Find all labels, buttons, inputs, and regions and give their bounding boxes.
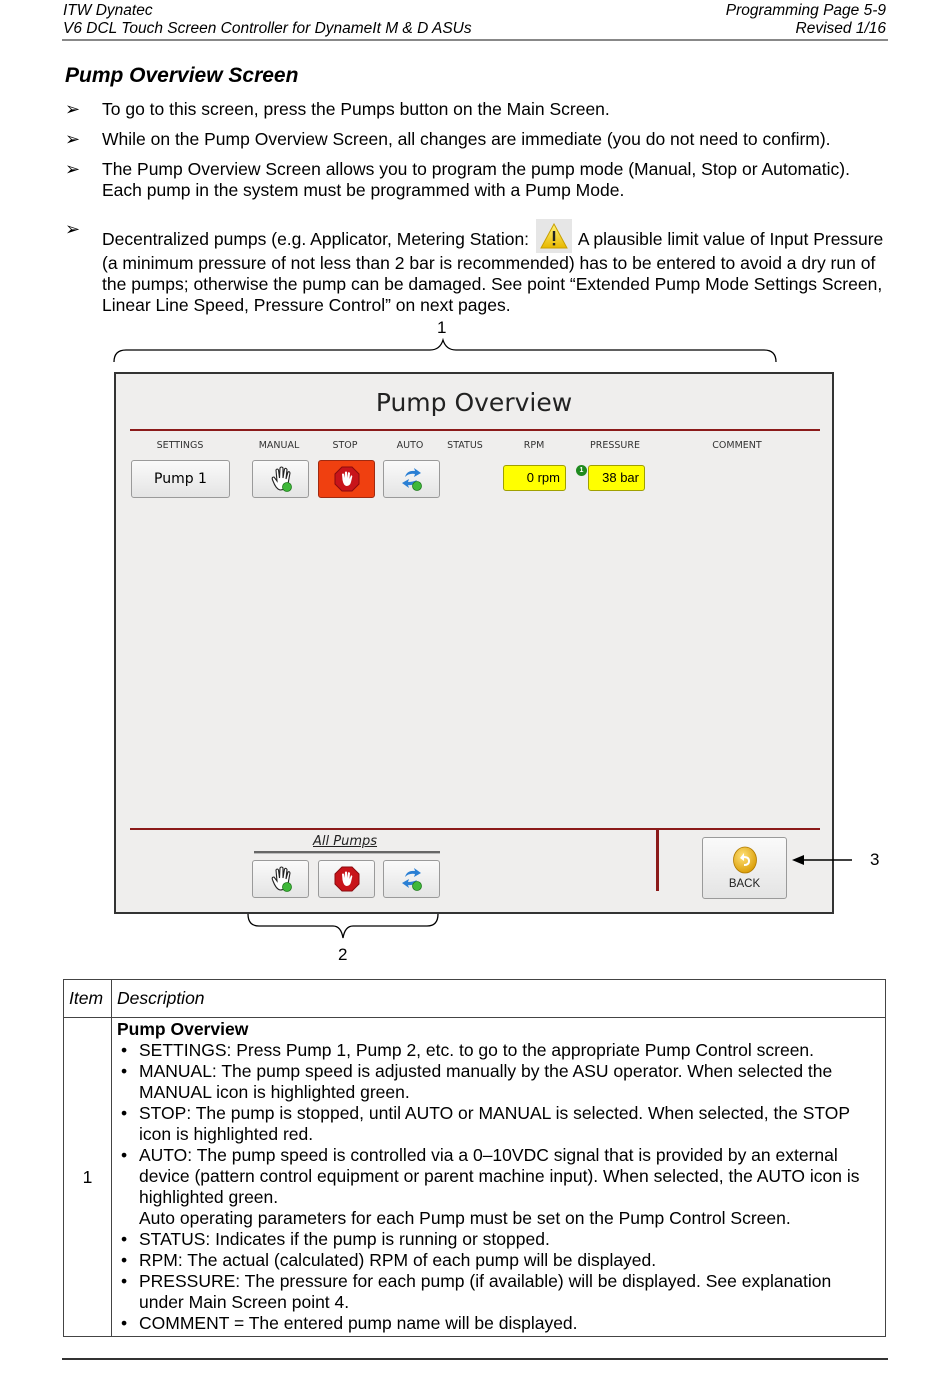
- warning-icon: [536, 219, 572, 253]
- table-cell-description: [112, 1018, 886, 1337]
- callout-2-label: 2: [338, 945, 348, 964]
- arrow-bullet-icon: ➢: [65, 159, 81, 179]
- row-title: Pump Overview: [117, 1019, 249, 1039]
- arrow-bullet-icon: ➢: [65, 129, 81, 149]
- table-row: [64, 1018, 886, 1337]
- list-item: • AUTO: The pump speed is controlled via a 0–10VDC signal that is provided by an external device (pattern control equipment or parent machine input). When selected, the AUTO icon is highlighted green. Auto operating parameters for each Pump must be set on the Pump Control Screen.: [117, 1145, 880, 1229]
- all-pumps-underline: [254, 851, 440, 854]
- callout-3-arrow: [790, 850, 854, 870]
- all-pumps-stop-button[interactable]: [318, 860, 375, 898]
- footer-vertical-divider: [656, 829, 659, 891]
- title-divider: [130, 429, 820, 431]
- list-item: • RPM: The actual (calculated) RPM of each pump will be displayed.: [117, 1250, 880, 1271]
- back-button[interactable]: [702, 837, 787, 899]
- hand-manual-icon: [267, 865, 295, 893]
- list-item: • MANUAL: The pump speed is adjusted manually by the ASU operator. When selected the MANUAL icon is highlighted green.: [117, 1061, 880, 1103]
- description-bullets: [117, 1040, 880, 1334]
- callout-1-label: 1: [437, 318, 447, 337]
- callout-2-brace: [245, 912, 441, 942]
- header-page: Programming Page 5-9: [725, 2, 886, 19]
- column-header-comment: COMMENT: [712, 440, 762, 451]
- arrow-bullet-icon: ➢: [65, 99, 81, 119]
- auto-cycle-icon: [399, 865, 425, 893]
- callout-1-brace: [112, 338, 780, 364]
- footer-divider: [130, 828, 820, 830]
- bullet-item: ➢ While on the Pump Overview Screen, all changes are immediate (you do not need to confirm).: [65, 129, 831, 149]
- all-pumps-label: All Pumps: [313, 834, 378, 849]
- callout-3-label: 3: [870, 850, 880, 869]
- list-item: • SETTINGS: Press Pump 1, Pump 2, etc. to go to the appropriate Pump Control screen.: [117, 1040, 880, 1061]
- table-header-description: Description: [112, 980, 886, 1018]
- column-header-auto: AUTO: [396, 440, 424, 451]
- table-header-item: Item: [64, 980, 112, 1018]
- footer-divider: [62, 1358, 888, 1360]
- bullet-item: ➢ To go to this screen, press the Pumps button on the Main Screen.: [65, 99, 610, 119]
- description-table: [63, 979, 886, 1337]
- list-item: • STATUS: Indicates if the pump is running or stopped.: [117, 1229, 880, 1250]
- column-header-settings: SETTINGS: [156, 440, 204, 451]
- pump-1-pressure-display: 38 bar: [588, 465, 645, 491]
- screen-title: Pump Overview: [375, 388, 573, 417]
- stop-hand-icon: [334, 466, 360, 492]
- header-revision: Revised 1/16: [795, 20, 886, 37]
- column-header-pressure: PRESSURE: [590, 440, 640, 451]
- table-cell-item: 1: [64, 1018, 112, 1337]
- pump-1-rpm-display: 0 rpm: [503, 465, 566, 491]
- pump-1-auto-button[interactable]: [383, 460, 440, 498]
- table-header-row: [64, 980, 886, 1018]
- list-item: • STOP: The pump is stopped, until AUTO or MANUAL is selected. When selected, the STOP icon is highlighted red.: [117, 1103, 880, 1145]
- column-header-rpm: RPM: [523, 440, 545, 451]
- back-arrow-icon: [731, 846, 759, 874]
- auto-cycle-icon: [399, 465, 425, 493]
- bullet-item: ➢ The Pump Overview Screen allows you to program the pump mode (Manual, Stop or Automatic). Each pump in the system must be programmed with a Pump Mode.: [65, 159, 850, 200]
- pump-1-manual-button[interactable]: [252, 460, 309, 498]
- arrow-bullet-icon: ➢: [65, 219, 81, 239]
- header-company: ITW Dynatec: [63, 2, 153, 19]
- list-item: • COMMENT = The entered pump name will be displayed.: [117, 1313, 880, 1334]
- auto-note: Auto operating parameters for each Pump must be set on the Pump Control Screen.: [139, 1208, 791, 1228]
- all-pumps-auto-button[interactable]: [383, 860, 440, 898]
- all-pumps-manual-button[interactable]: [252, 860, 309, 898]
- hand-manual-icon: [267, 465, 295, 493]
- column-header-manual: MANUAL: [258, 440, 300, 451]
- header-product: V6 DCL Touch Screen Controller for DynameIt M & D ASUs: [63, 20, 472, 37]
- back-label: BACK: [728, 878, 761, 890]
- header-divider: [62, 39, 888, 41]
- section-title: Pump Overview Screen: [65, 64, 299, 87]
- pump-1-settings-button[interactable]: Pump 1: [131, 460, 230, 498]
- pump-overview-screen: [114, 372, 834, 914]
- pressure-sensor-badge: 1: [576, 465, 587, 476]
- stop-hand-icon: [334, 866, 360, 892]
- pump-1-stop-button[interactable]: [318, 460, 375, 498]
- list-item: • PRESSURE: The pressure for each pump (if available) will be displayed. See explanation under Main Screen point 4.: [117, 1271, 880, 1313]
- bullet-item: ➢ Decentralized pumps (e.g. Applicator, Metering Station: A plausible limit value of Input Pressure (a minimum pressure of not less than 2 bar is recommended) has to be entered to avoid a dry run of the pumps; otherwise the pump can be damaged. See point “Extended Pump Mode Settings Screen, Linear Line Speed, Pressure Control” on next pages.: [65, 219, 884, 315]
- column-header-stop: STOP: [332, 440, 358, 451]
- column-header-status: STATUS: [447, 440, 483, 451]
